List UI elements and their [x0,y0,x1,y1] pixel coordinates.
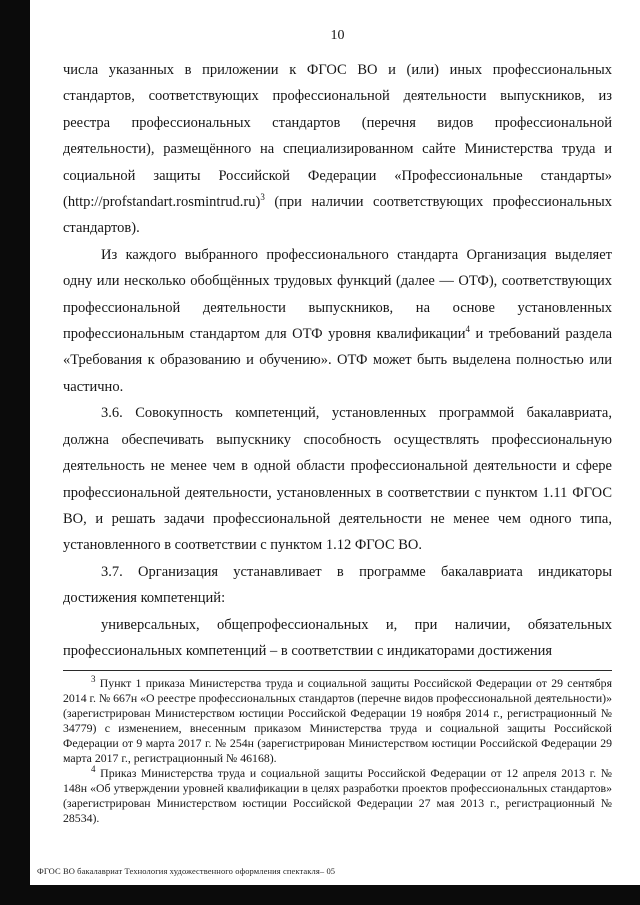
page-content [63,0,612,825]
footnote-reference-4: 4 [465,324,471,335]
footnote-separator [63,670,612,671]
footnote-marker-4: 4 [91,763,96,774]
footnote-4 [63,763,612,826]
footnote-reference-3: 3 [260,192,265,203]
scan-border-left [0,0,30,905]
scan-border-bottom [0,885,640,905]
paragraph-3-6: 3.6. Совокупность компетенций, установленных программой бакалавриата, должна обеспечивать выпускнику способность осуществлять профессиональную деятельность не менее чем в одной области профессиональной деятельности и сфере профессиональной деятельности, установленных в соответствии с пунктом 1.11 ФГОС ВО, и решать задачи профессиональной деятельности не менее чем одного типа, установленного в соответствии с пунктом 1.12 ФГОС ВО. [63,405,612,554]
footer-text: ФГОС ВО бакалавриат Технология художественного оформления спектакля– 05 [37,866,336,876]
footnote-3 [63,676,612,765]
footnote-text: Пункт 1 приказа Министерства труда и социальной защиты Российской Федерации от 29 сентября 2014 г. № 667н «О реестре профессиональных стандартов (перечне видов профессиональной деятельности)» (зарегистрирован Министерством юстиции Российской Федерации 19 ноября 2014 г., регистрационный № 34779) с изменением, внесенным приказом Министерства труда и социальной защиты Российской Федерации от 9 марта 2017 г. № 254н (зарегистрирован Министерством юстиции Российской Федерации 29 марта 2017 г., регистрационный № 46168). [63,676,612,765]
footnote-marker-3: 3 [91,674,96,685]
paragraph-3-7: 3.7. Организация устанавливает в программе бакалавриата индикаторы достижения компетенций: [63,563,612,607]
paragraph-text: и требований раздела «Требования к образованию и обучению». ОТФ может быть выделена полностью или частично. [63,326,613,395]
paragraph [63,242,612,400]
paragraph: универсальных, общепрофессиональных и, при наличии, обязательных профессиональных компетенций – в соответствии с индикаторами достижения [63,616,612,659]
paragraph-text: (при наличии соответствующих профессиональных стандартов). [63,194,612,237]
footnotes-section [63,670,612,825]
paragraph-text: Из каждого выбранного профессионального стандарта Организация выделяет одну или несколько обобщённых трудовых функций (далее — ОТФ), соответствующих профессиональной деятельности выпускников, на основе установленных профессиональным стандартом для ОТФ уровня квалификации [63,246,612,343]
paragraph-continuation [63,57,612,242]
footnote-text: Приказ Министерства труда и социальной защиты Российской Федерации от 12 апреля 2013 г. № 148н «Об утверждении уровней квалификации в целях разработки проектов профессиональных стандартов» (зарегистрирован Министерством юстиции Российской Федерации 27 мая 2013 г., регистрационный № 28534). [63,765,612,825]
paragraph-text: числа указанных в приложении к ФГОС ВО и (или) иных профессиональных стандартов, соответствующих профессиональной деятельности выпускников, из реестра профессиональных стандартов (перечня видов профессиональной деятельности), размещённого на специализированном сайте Министерства труда и социальной защиты Российской Федерации «Профессиональные стандарты» (http://profstandart.rosmintrud.ru) [63,62,612,211]
page-number: 10 [330,28,345,43]
